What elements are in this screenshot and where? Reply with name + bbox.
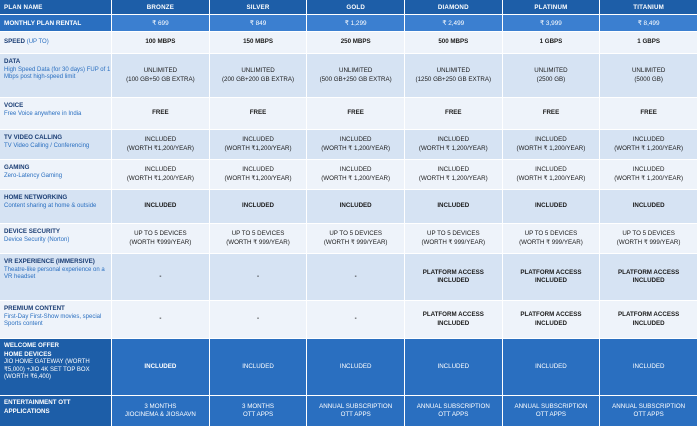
price-bronze: ₹ 699 <box>112 15 210 32</box>
vr-sub: Theatre-like personal experience on a VR headset <box>4 266 105 280</box>
data-detail: (500 GB+250 GB EXTRA) <box>319 75 392 83</box>
welcome-offer-row <box>0 339 698 396</box>
rental-row <box>0 15 698 32</box>
video-label: TV VIDEO CALLING <box>4 134 63 141</box>
video-sub: TV Video Calling / Conferencing <box>4 142 90 149</box>
price-titanium: ₹ 8,499 <box>600 15 698 32</box>
ott-main: ANNUAL SUBSCRIPTION <box>319 402 393 410</box>
speed-value: 250 MBPS <box>340 38 371 46</box>
ott-row <box>0 396 698 427</box>
vr-main: - <box>256 272 260 280</box>
voice-platinum <box>503 98 601 130</box>
gaming-sub: Zero-Latency Gaming <box>4 172 63 179</box>
voice-value: FREE <box>542 109 560 117</box>
video-platinum <box>503 130 601 160</box>
security-main: UP TO 5 DEVICES <box>231 230 285 237</box>
price-diamond: ₹ 2,499 <box>405 15 503 32</box>
ott-detail: OTT APPS <box>535 411 567 418</box>
video-bronze <box>112 130 210 160</box>
gaming-diamond <box>405 160 503 190</box>
ott-main: 3 MONTHS <box>242 402 275 410</box>
data-detail: (5000 GB) <box>634 75 663 83</box>
premium-label: PREMIUM CONTENT <box>4 305 65 312</box>
data-sub: High Speed Data (for 30 days) FUP of 1 Mbps post high-speed limit <box>4 66 111 80</box>
speed-value: 1 GBPS <box>637 38 660 46</box>
gaming-label-cell <box>0 160 112 190</box>
premium-bronze <box>112 301 210 339</box>
video-detail: (WORTH ₹1,200/YEAR) <box>126 144 194 152</box>
welcome-gold <box>307 339 405 396</box>
premium-detail: INCLUDED <box>632 319 665 327</box>
premium-titanium <box>600 301 698 339</box>
voice-value: FREE <box>249 109 267 117</box>
security-main: UP TO 5 DEVICES <box>524 230 578 237</box>
speed-value: 150 MBPS <box>243 38 273 46</box>
video-calling-row <box>0 130 698 160</box>
ott-label: ENTERTAINMENT OTT APPLICATIONS <box>4 399 71 415</box>
speed-label-cell <box>0 32 112 54</box>
vr-experience-row <box>0 254 698 301</box>
security-sub: Device Security (Norton) <box>4 236 70 243</box>
data-label: DATA <box>4 58 21 65</box>
voice-diamond <box>405 98 503 130</box>
video-gold <box>307 130 405 160</box>
vr-platinum <box>503 254 601 301</box>
header-row <box>0 0 698 15</box>
premium-detail: INCLUDED <box>437 319 470 327</box>
vr-bronze <box>112 254 210 301</box>
voice-row <box>0 98 698 130</box>
premium-main: PLATFORM ACCESS <box>520 311 582 318</box>
video-main: INCLUDED <box>242 136 274 143</box>
networking-label-cell <box>0 190 112 224</box>
voice-value: FREE <box>152 109 169 117</box>
speed-row <box>0 32 698 54</box>
gaming-main: INCLUDED <box>144 166 177 173</box>
networking-value: INCLUDED <box>339 202 372 210</box>
device-security-row <box>0 224 698 254</box>
premium-silver <box>210 301 308 339</box>
rental-label: MONTHLY PLAN RENTAL <box>0 15 112 32</box>
premium-diamond <box>405 301 503 339</box>
price-platinum: ₹ 3,999 <box>503 15 601 32</box>
gaming-detail: (WORTH ₹ 1,200/YEAR) <box>614 174 684 182</box>
security-detail: (WORTH ₹ 999/YEAR) <box>519 238 583 246</box>
welcome-platinum <box>503 339 601 396</box>
home-networking-row <box>0 190 698 224</box>
video-silver <box>210 130 308 160</box>
video-main: INCLUDED <box>144 136 177 143</box>
data-main: UNLIMITED <box>631 67 666 74</box>
gaming-platinum <box>503 160 601 190</box>
voice-gold <box>307 98 405 130</box>
data-titanium <box>600 54 698 98</box>
gaming-detail: (WORTH ₹1,200/YEAR) <box>126 174 194 182</box>
security-bronze <box>112 224 210 254</box>
plan-header-diamond: DIAMOND <box>405 0 503 15</box>
speed-label-note: (UP TO) <box>26 39 49 46</box>
price-gold: ₹ 1,299 <box>307 15 405 32</box>
voice-value: FREE <box>445 109 462 117</box>
gaming-detail: (WORTH ₹ 1,200/YEAR) <box>516 174 586 182</box>
gaming-row <box>0 160 698 190</box>
video-detail: (WORTH ₹ 1,200/YEAR) <box>321 144 391 152</box>
ott-diamond <box>405 396 503 427</box>
security-platinum <box>503 224 601 254</box>
speed-diamond <box>405 32 503 54</box>
welcome-label-cell <box>0 339 112 396</box>
data-main: UNLIMITED <box>143 67 178 74</box>
gaming-detail: (WORTH ₹1,200/YEAR) <box>224 174 292 182</box>
vr-main: PLATFORM ACCESS <box>618 268 680 276</box>
welcome-bronze <box>112 339 210 396</box>
voice-label-cell <box>0 98 112 130</box>
voice-value: FREE <box>640 109 657 117</box>
ott-platinum <box>503 396 601 427</box>
welcome-value: INCLUDED <box>242 362 274 370</box>
vr-label-cell <box>0 254 112 301</box>
vr-label: VR EXPERIENCE (IMMERSIVE) <box>4 258 95 265</box>
security-main: UP TO 5 DEVICES <box>622 230 675 237</box>
security-titanium <box>600 224 698 254</box>
video-main: INCLUDED <box>535 136 567 143</box>
plan-name-header: PLAN NAME <box>0 0 112 15</box>
video-diamond <box>405 130 503 160</box>
welcome-value: INCLUDED <box>632 362 665 370</box>
gaming-gold <box>307 160 405 190</box>
networking-value: INCLUDED <box>437 202 470 210</box>
plan-header-gold: GOLD <box>307 0 405 15</box>
security-detail: (WORTH ₹ 999/YEAR) <box>616 238 681 246</box>
data-detail: (2500 GB) <box>536 75 566 83</box>
networking-value: INCLUDED <box>144 202 177 210</box>
gaming-main: INCLUDED <box>535 166 567 173</box>
speed-value: 1 GBPS <box>539 38 563 46</box>
data-platinum <box>503 54 601 98</box>
plan-header-platinum: PLATINUM <box>503 0 601 15</box>
security-main: UP TO 5 DEVICES <box>329 230 382 237</box>
vr-silver <box>210 254 308 301</box>
video-main: INCLUDED <box>339 136 372 143</box>
ott-bronze <box>112 396 210 427</box>
security-gold <box>307 224 405 254</box>
premium-main: - <box>159 315 162 323</box>
vr-main: - <box>354 272 357 280</box>
security-label: DEVICE SECURITY <box>4 228 61 235</box>
gaming-main: INCLUDED <box>632 166 665 173</box>
data-silver <box>210 54 308 98</box>
data-main: UNLIMITED <box>436 67 470 74</box>
speed-value: 500 MBPS <box>438 38 469 46</box>
data-bronze <box>112 54 210 98</box>
gaming-main: INCLUDED <box>242 166 274 173</box>
speed-bronze <box>112 32 210 54</box>
welcome-value: INCLUDED <box>535 362 567 370</box>
welcome-value: INCLUDED <box>437 362 470 370</box>
data-detail: (1250 GB+250 GB EXTRA) <box>415 75 492 83</box>
ott-main: ANNUAL SUBSCRIPTION <box>612 402 686 410</box>
gaming-main: INCLUDED <box>437 166 470 173</box>
networking-value: INCLUDED <box>632 202 665 210</box>
premium-main: - <box>256 315 260 323</box>
price-silver: ₹ 849 <box>210 15 308 32</box>
networking-gold <box>307 190 405 224</box>
voice-value: FREE <box>347 109 364 117</box>
ott-titanium <box>600 396 698 427</box>
welcome-diamond <box>405 339 503 396</box>
gaming-titanium <box>600 160 698 190</box>
security-main: UP TO 5 DEVICES <box>134 230 187 237</box>
networking-sub: Content sharing at home & outside <box>4 202 97 209</box>
data-diamond <box>405 54 503 98</box>
data-main: UNLIMITED <box>338 67 373 74</box>
networking-bronze <box>112 190 210 224</box>
premium-label-cell <box>0 301 112 339</box>
data-main: UNLIMITED <box>534 67 568 74</box>
voice-titanium <box>600 98 698 130</box>
speed-platinum <box>503 32 601 54</box>
welcome-label-2: HOME DEVICES <box>4 350 52 358</box>
vr-main: PLATFORM ACCESS <box>422 268 484 276</box>
ott-detail: JIOCINEMA & JIOSAAVN <box>124 411 196 418</box>
vr-main: - <box>159 272 162 280</box>
speed-titanium <box>600 32 698 54</box>
welcome-value: INCLUDED <box>144 362 177 370</box>
video-detail: (WORTH ₹ 1,200/YEAR) <box>516 144 586 152</box>
speed-label: SPEED <box>4 38 25 46</box>
premium-detail: INCLUDED <box>534 319 567 327</box>
speed-gold <box>307 32 405 54</box>
premium-main: PLATFORM ACCESS <box>618 311 680 318</box>
ott-detail: OTT APPS <box>633 411 664 418</box>
security-label-cell <box>0 224 112 254</box>
video-detail: (WORTH ₹ 1,200/YEAR) <box>418 144 488 152</box>
video-titanium <box>600 130 698 160</box>
premium-platinum <box>503 301 601 339</box>
vr-diamond <box>405 254 503 301</box>
networking-diamond <box>405 190 503 224</box>
vr-detail: INCLUDED <box>437 277 470 284</box>
welcome-sub: JIO HOME GATEWAY (WORTH ₹5,000) +JIO 4K SET TOP BOX (WORTH ₹6,400) <box>4 359 90 380</box>
networking-platinum <box>503 190 601 224</box>
networking-value: INCLUDED <box>534 202 567 210</box>
data-detail: (100 GB+50 GB EXTRA) <box>126 75 195 83</box>
voice-sub: Free Voice anywhere in India <box>4 110 82 117</box>
vr-titanium <box>600 254 698 301</box>
security-detail: (WORTH ₹ 999/YEAR) <box>226 238 290 246</box>
vr-detail: INCLUDED <box>632 277 665 284</box>
vr-main: PLATFORM ACCESS <box>520 268 582 276</box>
gaming-label: GAMING <box>4 164 30 171</box>
plan-header-silver: SILVER <box>210 0 308 15</box>
speed-value: 100 MBPS <box>145 38 176 46</box>
ott-label-cell <box>0 396 112 427</box>
welcome-value: INCLUDED <box>339 362 372 370</box>
data-row <box>0 54 698 98</box>
security-detail: (WORTH ₹ 999/YEAR) <box>323 238 388 246</box>
security-main: UP TO 5 DEVICES <box>426 230 480 237</box>
gaming-silver <box>210 160 308 190</box>
ott-main: ANNUAL SUBSCRIPTION <box>416 402 490 410</box>
plan-header-bronze: BRONZE <box>112 0 210 15</box>
ott-detail: OTT APPS <box>438 411 469 418</box>
ott-gold <box>307 396 405 427</box>
security-detail: (WORTH ₹ 999/YEAR) <box>421 238 486 246</box>
ott-detail: OTT APPS <box>242 411 274 418</box>
ott-main: 3 MONTHS <box>144 402 177 410</box>
welcome-label: WELCOME OFFER <box>4 342 59 349</box>
gaming-bronze <box>112 160 210 190</box>
voice-bronze <box>112 98 210 130</box>
security-silver <box>210 224 308 254</box>
voice-label: VOICE <box>4 102 24 109</box>
data-detail: (200 GB+200 GB EXTRA) <box>221 75 295 83</box>
security-detail: (WORTH ₹999/YEAR) <box>129 238 192 246</box>
premium-main: - <box>354 315 357 323</box>
ott-silver <box>210 396 308 427</box>
video-detail: (WORTH ₹1,200/YEAR) <box>224 144 292 152</box>
welcome-titanium <box>600 339 698 396</box>
premium-content-row <box>0 301 698 339</box>
ott-main: ANNUAL SUBSCRIPTION <box>514 402 588 410</box>
gaming-detail: (WORTH ₹ 1,200/YEAR) <box>321 174 391 182</box>
networking-value: INCLUDED <box>242 202 274 210</box>
plan-header-titanium: TITANIUM <box>600 0 698 15</box>
video-main: INCLUDED <box>437 136 470 143</box>
video-label-cell <box>0 130 112 160</box>
speed-silver <box>210 32 308 54</box>
networking-silver <box>210 190 308 224</box>
premium-gold <box>307 301 405 339</box>
video-main: INCLUDED <box>632 136 665 143</box>
welcome-silver <box>210 339 308 396</box>
vr-gold <box>307 254 405 301</box>
gaming-main: INCLUDED <box>339 166 372 173</box>
data-gold <box>307 54 405 98</box>
premium-sub: First-Day First-Show movies, special Sports content <box>4 313 102 327</box>
security-diamond <box>405 224 503 254</box>
data-label-cell <box>0 54 112 98</box>
networking-label: HOME NETWORKING <box>4 194 68 201</box>
premium-main: PLATFORM ACCESS <box>422 311 484 318</box>
voice-silver <box>210 98 308 130</box>
vr-detail: INCLUDED <box>534 277 567 284</box>
data-main: UNLIMITED <box>241 67 275 74</box>
networking-titanium <box>600 190 698 224</box>
gaming-detail: (WORTH ₹ 1,200/YEAR) <box>418 174 488 182</box>
ott-detail: OTT APPS <box>340 411 371 418</box>
video-detail: (WORTH ₹ 1,200/YEAR) <box>614 144 684 152</box>
